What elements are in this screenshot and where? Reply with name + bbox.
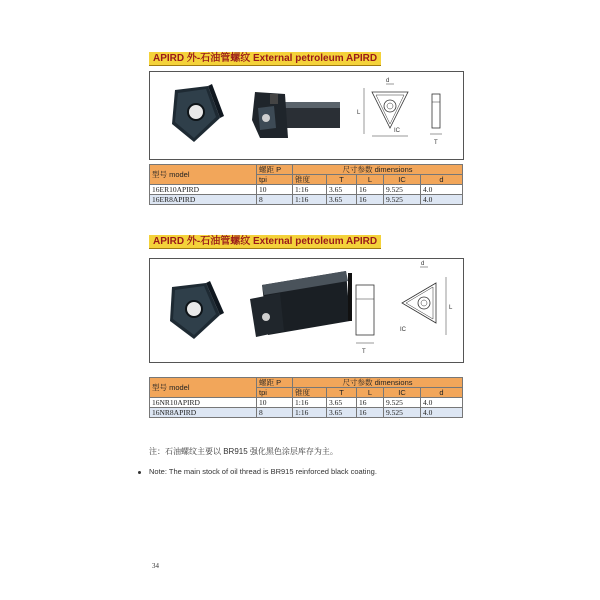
product-figure-1	[149, 71, 464, 160]
header-d: d	[421, 388, 463, 398]
header-d: d	[421, 175, 463, 185]
cell-L: 16	[357, 185, 384, 195]
header-T: T	[327, 388, 357, 398]
dim-label-T: T	[434, 140, 438, 146]
cell-T: 3.65	[327, 398, 357, 408]
cell-tpi: 8	[257, 408, 293, 418]
table-row	[150, 408, 463, 418]
cell-d: 4.0	[421, 398, 463, 408]
cell-T: 3.65	[327, 185, 357, 195]
cell-tpi: 8	[257, 195, 293, 205]
header-L: L	[357, 175, 384, 185]
cell-taper: 1:16	[293, 195, 327, 205]
dim-label-d: d	[386, 78, 390, 84]
header-model: 型号 model	[150, 378, 257, 398]
cell-L: 16	[357, 195, 384, 205]
cell-model: 16NR8APIRD	[150, 408, 257, 418]
table-header-row	[150, 378, 463, 388]
dim-label-T: T	[362, 349, 366, 355]
table-header-row	[150, 165, 463, 175]
cell-IC: 9.525	[384, 195, 421, 205]
header-pitch: 螺距 P	[257, 378, 293, 388]
spec-table-2	[149, 377, 463, 418]
note-english-text: Note: The main stock of oil thread is BR915 reinforced black coating.	[149, 467, 377, 476]
cell-d: 4.0	[421, 408, 463, 418]
dim-label-L: L	[449, 305, 453, 311]
dim-label-IC: IC	[394, 128, 400, 134]
product-illustration	[150, 259, 463, 362]
product-illustration	[150, 72, 463, 159]
product-figure-2	[149, 258, 464, 363]
cell-IC: 9.525	[384, 398, 421, 408]
dim-label-IC: IC	[400, 327, 406, 333]
cell-taper: 1:16	[293, 398, 327, 408]
header-dimensions: 尺寸参数 dimensions	[293, 165, 463, 175]
insert-drawing	[364, 84, 408, 136]
dim-label-d: d	[421, 261, 425, 267]
cell-taper: 1:16	[293, 408, 327, 418]
bullet-icon	[138, 471, 141, 474]
section-title-1: APIRD 外-石油管螺纹 External petroleum APIRD	[149, 52, 381, 66]
header-taper: 锥度	[293, 175, 327, 185]
cell-model: 16ER10APIRD	[150, 185, 257, 195]
header-taper: 锥度	[293, 388, 327, 398]
page-number: 34	[152, 562, 159, 570]
header-L: L	[357, 388, 384, 398]
cell-T: 3.65	[327, 195, 357, 205]
insert-drawing	[402, 267, 446, 335]
tool-holder-photo	[250, 271, 352, 337]
cell-d: 4.0	[421, 185, 463, 195]
header-dimensions: 尺寸参数 dimensions	[293, 378, 463, 388]
header-IC: IC	[384, 388, 421, 398]
cell-model: 16ER8APIRD	[150, 195, 257, 205]
header-pitch: 螺距 P	[257, 165, 293, 175]
cell-IC: 9.525	[384, 408, 421, 418]
table-row	[150, 185, 463, 195]
header-IC: IC	[384, 175, 421, 185]
cell-model: 16NR10APIRD	[150, 398, 257, 408]
table-row	[150, 398, 463, 408]
note-english	[138, 467, 377, 476]
cell-tpi: 10	[257, 185, 293, 195]
header-T: T	[327, 175, 357, 185]
section-title-2: APIRD 外-石油管螺纹 External petroleum APIRD	[149, 235, 381, 249]
spec-table-1	[149, 164, 463, 205]
insert-photo	[172, 84, 224, 142]
cell-tpi: 10	[257, 398, 293, 408]
note-chinese: 注：石油螺纹主要以 BR915 强化黑色涂层库存为主。	[149, 447, 338, 456]
cell-L: 16	[357, 398, 384, 408]
cell-d: 4.0	[421, 195, 463, 205]
insert-side-drawing	[430, 94, 442, 134]
tool-holder-photo	[252, 92, 340, 138]
cell-L: 16	[357, 408, 384, 418]
header-model: 型号 model	[150, 165, 257, 185]
table-row	[150, 195, 463, 205]
cell-T: 3.65	[327, 408, 357, 418]
header-tpi: tpi	[257, 175, 293, 185]
cell-taper: 1:16	[293, 185, 327, 195]
header-tpi: tpi	[257, 388, 293, 398]
insert-photo	[170, 281, 224, 339]
holder-drawing	[356, 285, 374, 343]
cell-IC: 9.525	[384, 185, 421, 195]
dim-label-L: L	[357, 110, 361, 116]
